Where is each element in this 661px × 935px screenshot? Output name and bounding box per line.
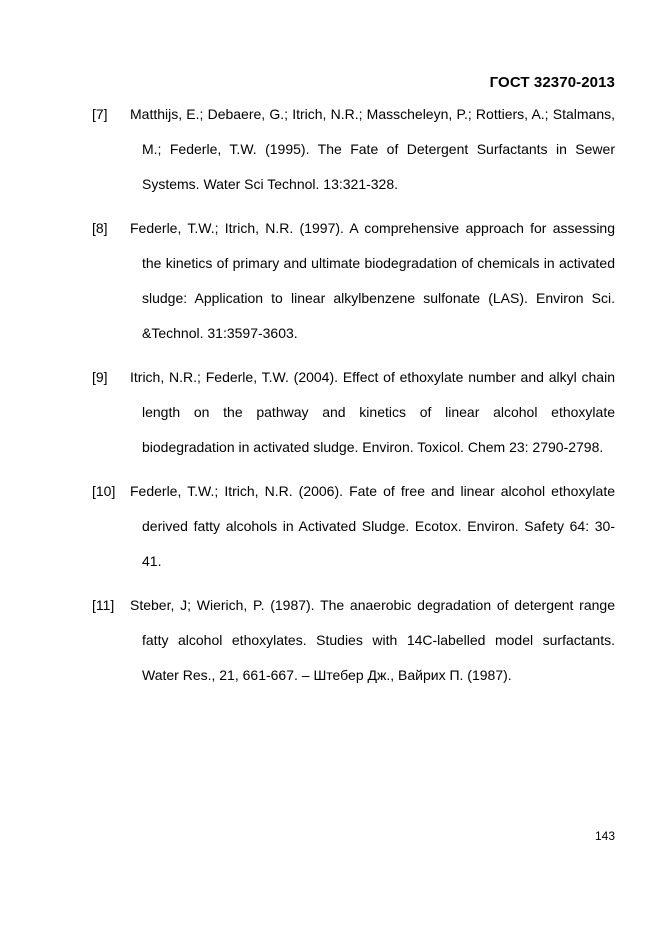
reference-text: Federle, T.W.; Itrich, N.R. (2006). Fate of free and linear alcohol ethoxylate derived fatty alcohols in Activated Sludge. Ecotox. Environ. Safety 64: 30-41.: [130, 483, 615, 569]
reference-number: [8]: [92, 220, 108, 236]
reference-number: [10]: [92, 483, 116, 499]
reference-text: Itrich, N.R.; Federle, T.W. (2004). Effect of ethoxylate number and alkyl chain length on the pathway and kinetics of linear alcohol ethoxylate biodegradation in activated sludge. Environ. Toxicol. Chem 23: 2790-2798.: [130, 369, 615, 455]
page-number: 143: [594, 829, 615, 843]
reference-number: [7]: [92, 106, 108, 122]
reference-number: [9]: [92, 369, 108, 385]
reference-text: Federle, T.W.; Itrich, N.R. (1997). A comprehensive approach for assessing the kinetics of primary and ultimate biodegradation of chemicals in activated sludge: Application to linear alkylbenzene sulfonate (LAS). Environ Sci. &Technol. 31:3597-3603.: [130, 220, 615, 341]
reference-item: [92, 474, 615, 579]
reference-item: [92, 211, 615, 351]
reference-text: Steber, J; Wierich, P. (1987). The anaerobic degradation of detergent range fatty alcohol ethoxylates. Studies with 14C-labelled model surfactants. Water Res., 21, 661-667. – Штебер Дж., Вайрих П. (1987).: [130, 597, 615, 683]
document-standard-header: ГОСТ 32370-2013: [489, 74, 615, 91]
reference-item: [92, 360, 615, 465]
reference-text: Matthijs, E.; Debaere, G.; Itrich, N.R.; Masscheleyn, P.; Rottiers, A.; Stalmans, M.; Federle, T.W. (1995). The Fate of Detergent Surfactants in Sewer Systems. Water Sci Technol. 13:321-328.: [130, 106, 615, 192]
reference-item: [92, 97, 615, 202]
reference-item: [92, 588, 615, 693]
reference-number: [11]: [92, 597, 115, 613]
reference-list: [92, 97, 615, 702]
